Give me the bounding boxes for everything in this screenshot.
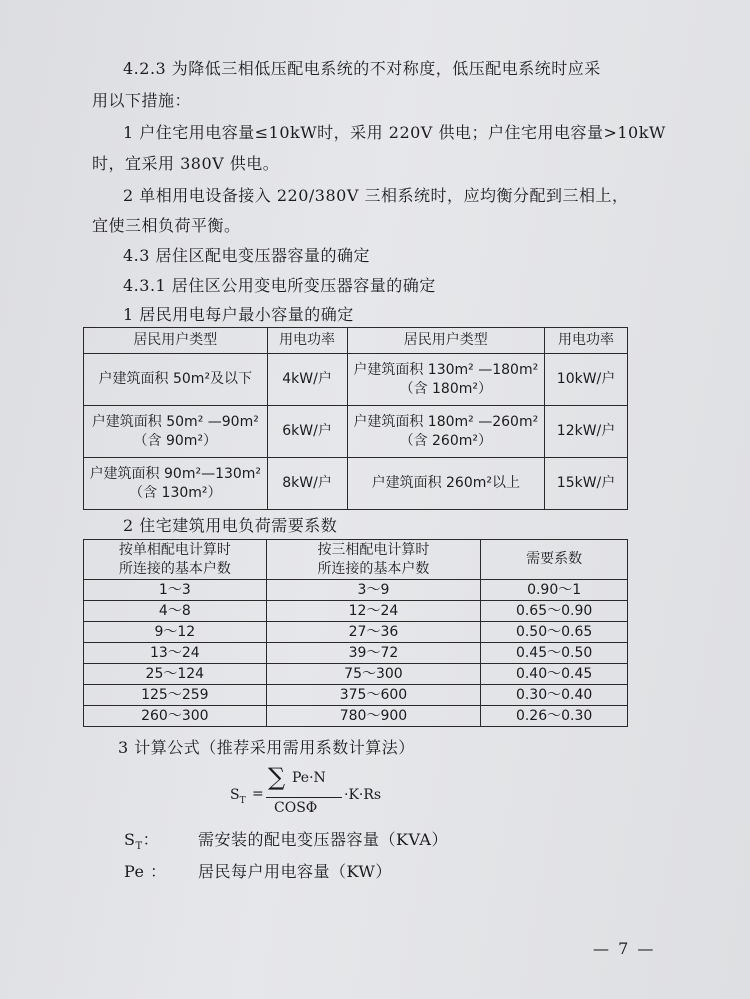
cell-text: 户建筑面积 130m² —180m² <box>353 361 539 378</box>
formula-denominator: COSΦ <box>274 800 318 816</box>
definition-colon: ： <box>144 862 167 881</box>
cell-text: 所连接的基本户数 <box>118 560 231 577</box>
sigma-icon: ∑ <box>268 763 286 791</box>
definition-pe-text: 居民每户用电容量（KW） <box>198 862 392 881</box>
formula-lhs-subscript: T <box>239 795 246 806</box>
table-row <box>84 622 628 643</box>
table-cell: 0.26～0.30 <box>481 706 628 727</box>
cell-text: 所连接的基本户数 <box>317 560 430 577</box>
table-cell <box>347 458 545 510</box>
table-cell: 6kW/户 <box>267 406 347 458</box>
definition-pe <box>124 861 167 883</box>
cell-text: 户建筑面积 260m²以上 <box>371 475 520 491</box>
table-cell: 0.50～0.65 <box>481 622 628 643</box>
table-cell: 780～900 <box>266 706 481 727</box>
page-number: — 7 — <box>593 939 656 958</box>
cell-text: 按单相配电计算时 <box>118 541 231 558</box>
formula-lhs <box>230 787 246 806</box>
item2-heading: 2 住宅建筑用电负荷需要系数 <box>123 516 338 535</box>
section-4-3-1-heading: 4.3.1 居住区公用变电所变压器容量的确定 <box>123 276 436 295</box>
definition-symbol: Pe <box>124 862 145 881</box>
table-row <box>84 354 628 406</box>
table-cell: 260～300 <box>84 706 267 727</box>
table-cell: 12～24 <box>266 601 481 622</box>
item1-heading: 1 居民用电每户最小容量的确定 <box>123 305 354 324</box>
table-cell <box>347 354 545 406</box>
item2-line2: 宜使三相负荷平衡。 <box>92 216 241 235</box>
definition-st <box>124 829 159 858</box>
table-cell: 8kW/户 <box>267 458 347 510</box>
table-cell: 75～300 <box>266 664 481 685</box>
table-cell: 10kW/户 <box>545 354 628 406</box>
table-row <box>84 406 628 458</box>
table-row <box>84 643 628 664</box>
table-cell: 9～12 <box>84 622 267 643</box>
cell-text: 户建筑面积 50m² —90m² <box>91 413 259 430</box>
table-cell: 0.45～0.50 <box>481 643 628 664</box>
cell-text: 按三相配电计算时 <box>317 541 430 558</box>
cell-text: 户建筑面积 90m²—130m² <box>89 465 262 482</box>
header-cell: 用电功率 <box>545 328 628 354</box>
formula-equals: = <box>252 786 264 802</box>
table-cell: 13～24 <box>84 643 267 664</box>
header-cell: 用电功率 <box>267 328 347 354</box>
table-row <box>84 580 628 601</box>
header-cell <box>266 540 481 580</box>
table-cell: 0.30～0.40 <box>481 685 628 706</box>
header-cell <box>84 540 267 580</box>
definition-symbol: S <box>124 830 136 849</box>
table-cell: 12kW/户 <box>545 406 628 458</box>
fraction-bar <box>266 797 342 798</box>
table-row <box>84 458 628 510</box>
table-row <box>84 601 628 622</box>
table-cell: 0.90～1 <box>481 580 628 601</box>
table-cell: 0.40～0.45 <box>481 664 628 685</box>
table-cell <box>84 354 268 406</box>
header-cell: 居民用户类型 <box>347 328 545 354</box>
section-4-3-heading: 4.3 居住区配电变压器容量的确定 <box>123 246 371 265</box>
formula-lhs-symbol: S <box>230 787 240 803</box>
section-4-2-3-heading: 4.2.3 为降低三相低压配电系统的不对称度，低压配电系统时应采 <box>123 59 601 78</box>
item1-line2: 时，宜采用 380V 供电。 <box>92 154 280 173</box>
definition-subscript: T <box>135 841 143 853</box>
definition-colon: ： <box>142 830 160 849</box>
header-cell: 居民用户类型 <box>84 328 268 354</box>
cell-text: 户建筑面积 50m²及以下 <box>98 371 253 387</box>
table-cell: 1～3 <box>84 580 267 601</box>
item3-heading: 3 计算公式（推荐采用需用系数计算法） <box>118 738 415 757</box>
cell-text: （含 130m²） <box>129 484 222 501</box>
capacity-formula <box>230 763 400 827</box>
cell-text: 户建筑面积 180m² —260m² <box>353 413 539 430</box>
table-cell: 15kW/户 <box>545 458 628 510</box>
cell-text: （含 180m²） <box>399 380 492 397</box>
table-row <box>84 685 628 706</box>
table-header-row <box>84 540 628 580</box>
demand-factor-table <box>83 539 628 727</box>
table-cell: 3～9 <box>266 580 481 601</box>
table-cell: 27～36 <box>266 622 481 643</box>
table-cell: 4～8 <box>84 601 267 622</box>
section-4-2-3-heading-cont: 用以下措施： <box>92 91 192 110</box>
formula-numerator: Pe·N <box>292 770 326 786</box>
table-cell <box>347 406 545 458</box>
table-cell: 25～124 <box>84 664 267 685</box>
cell-text: （含 260m²） <box>399 432 492 449</box>
table-row <box>84 706 628 727</box>
header-cell: 需要系数 <box>481 540 628 580</box>
item1-line1: 1 户住宅用电容量≤10kW时，采用 220V 供电；户住宅用电容量>10kW <box>123 123 666 142</box>
item2-line1: 2 单相用电设备接入 220/380V 三相系统时，应均衡分配到三相上， <box>123 186 629 205</box>
table-cell <box>84 458 268 510</box>
table-header-row <box>84 328 628 354</box>
table-cell: 0.65～0.90 <box>481 601 628 622</box>
household-capacity-table <box>83 327 628 510</box>
table-cell: 39～72 <box>266 643 481 664</box>
cell-text: （含 90m²） <box>133 432 218 449</box>
definition-st-text: 需安装的配电变压器容量（KVA） <box>198 830 448 849</box>
table-row <box>84 664 628 685</box>
table-cell: 125～259 <box>84 685 267 706</box>
table-cell: 4kW/户 <box>267 354 347 406</box>
table-cell <box>84 406 268 458</box>
table-cell: 375～600 <box>266 685 481 706</box>
formula-tail: ·K·Rs <box>344 787 382 803</box>
